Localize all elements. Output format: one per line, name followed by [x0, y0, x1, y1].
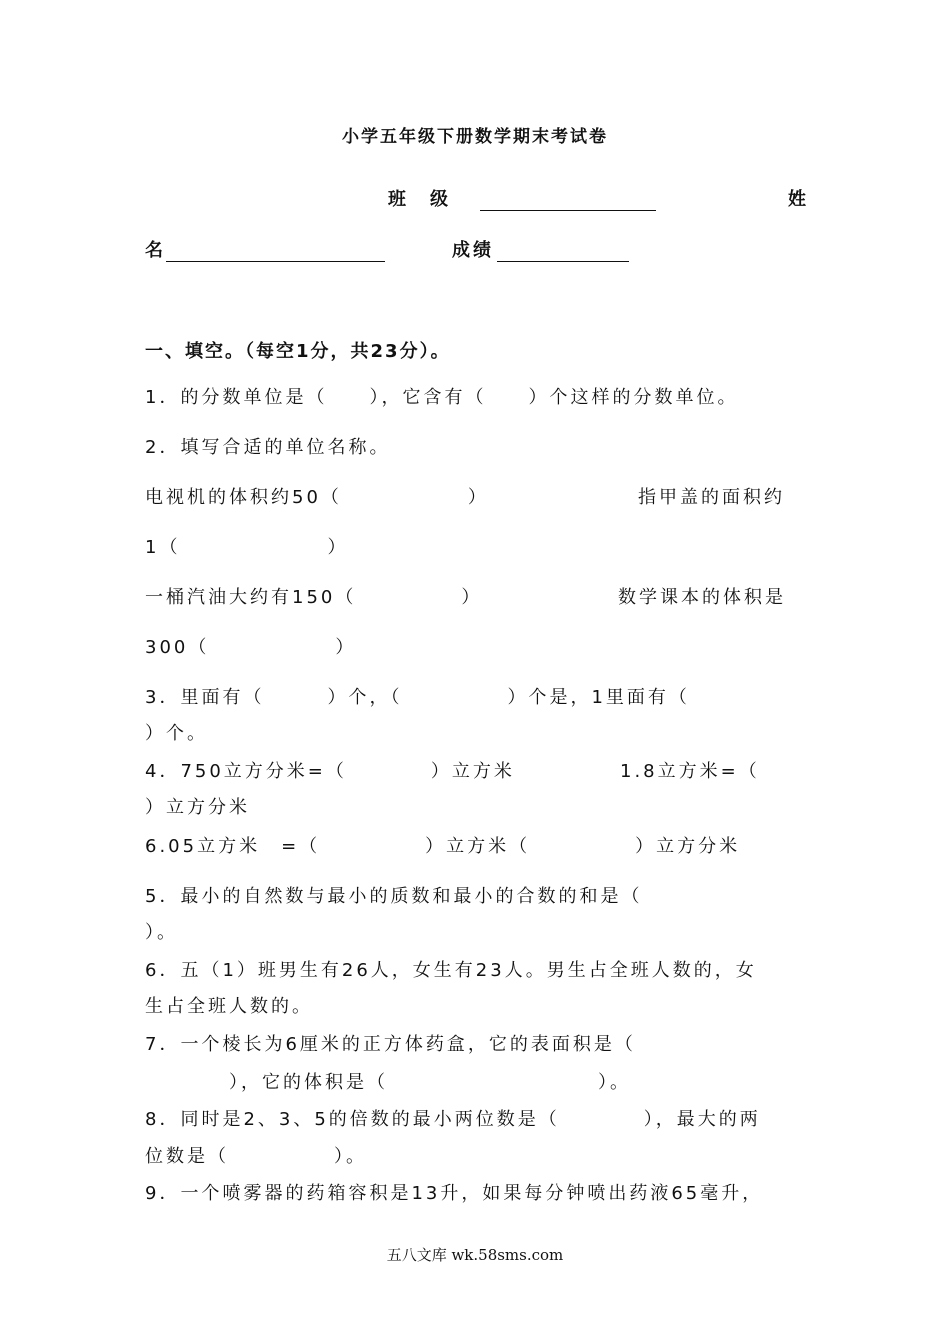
name-label-part1: 姓 — [788, 189, 809, 210]
question-2b-left: 一桶汽油大约有150（ ） — [145, 587, 483, 608]
question-5-line1: 5．最小的自然数与最小的质数和最小的合数的和是（ — [145, 886, 643, 907]
question-2a-right: 指甲盖的面积约 — [638, 487, 785, 508]
question-4-line1-right: 1.8立方米=（ — [620, 761, 760, 782]
question-2b-right: 数学课本的体积是 — [618, 587, 786, 608]
question-8-line1: 8．同时是2、3、5的倍数的最小两位数是（ ），最大的两 — [145, 1109, 761, 1130]
score-blank — [497, 241, 629, 262]
question-7-line1: 7．一个棱长为6厘米的正方体药盒，它的表面积是（ — [145, 1034, 636, 1055]
name-blank — [166, 241, 385, 262]
question-2b-cont: 300（ ） — [145, 637, 357, 658]
question-2: 2．填写合适的单位名称。 — [145, 437, 391, 458]
question-3-line1: 3．里面有（ ）个，（ ）个是，1里面有（ — [145, 687, 690, 708]
question-4-line3: 6.05立方米 =（ ）立方米（ ）立方分米 — [145, 836, 741, 857]
question-6-line1: 6．五（1）班男生有26人，女生有23人。男生占全班人数的，女 — [145, 960, 757, 981]
class-blank — [480, 190, 656, 211]
question-5-line2: ）。 — [145, 922, 178, 943]
name-label-part2: 名 — [145, 240, 166, 261]
question-8-line2: 位数是（ ）。 — [145, 1146, 367, 1167]
question-1: 1．的分数单位是（ ），它含有（ ）个这样的分数单位。 — [145, 387, 739, 408]
question-2a-left: 电视机的体积约50（ ） — [145, 487, 489, 508]
question-4-line2: ）立方分米 — [145, 797, 250, 818]
class-label: 班 级 — [388, 189, 451, 210]
section-heading: 一、填空。（每空1分，共23分）。 — [145, 341, 451, 362]
question-3-line2: ）个。 — [145, 723, 208, 744]
question-7-line2: ），它的体积是（ ）。 — [145, 1072, 631, 1093]
page-title: 小学五年级下册数学期末考试卷 — [342, 127, 608, 147]
question-2a-cont: 1（ ） — [145, 537, 349, 558]
question-9-line1: 9．一个喷雾器的药箱容积是13升，如果每分钟喷出药液65毫升， — [145, 1183, 764, 1204]
question-6-line2: 生占全班人数的。 — [145, 996, 313, 1017]
score-label: 成绩 — [452, 240, 494, 261]
question-4-line1-left: 4．750立方分米=（ ）立方米 — [145, 761, 515, 782]
footer-watermark: 五八文库 wk.58sms.com — [386, 1246, 564, 1264]
